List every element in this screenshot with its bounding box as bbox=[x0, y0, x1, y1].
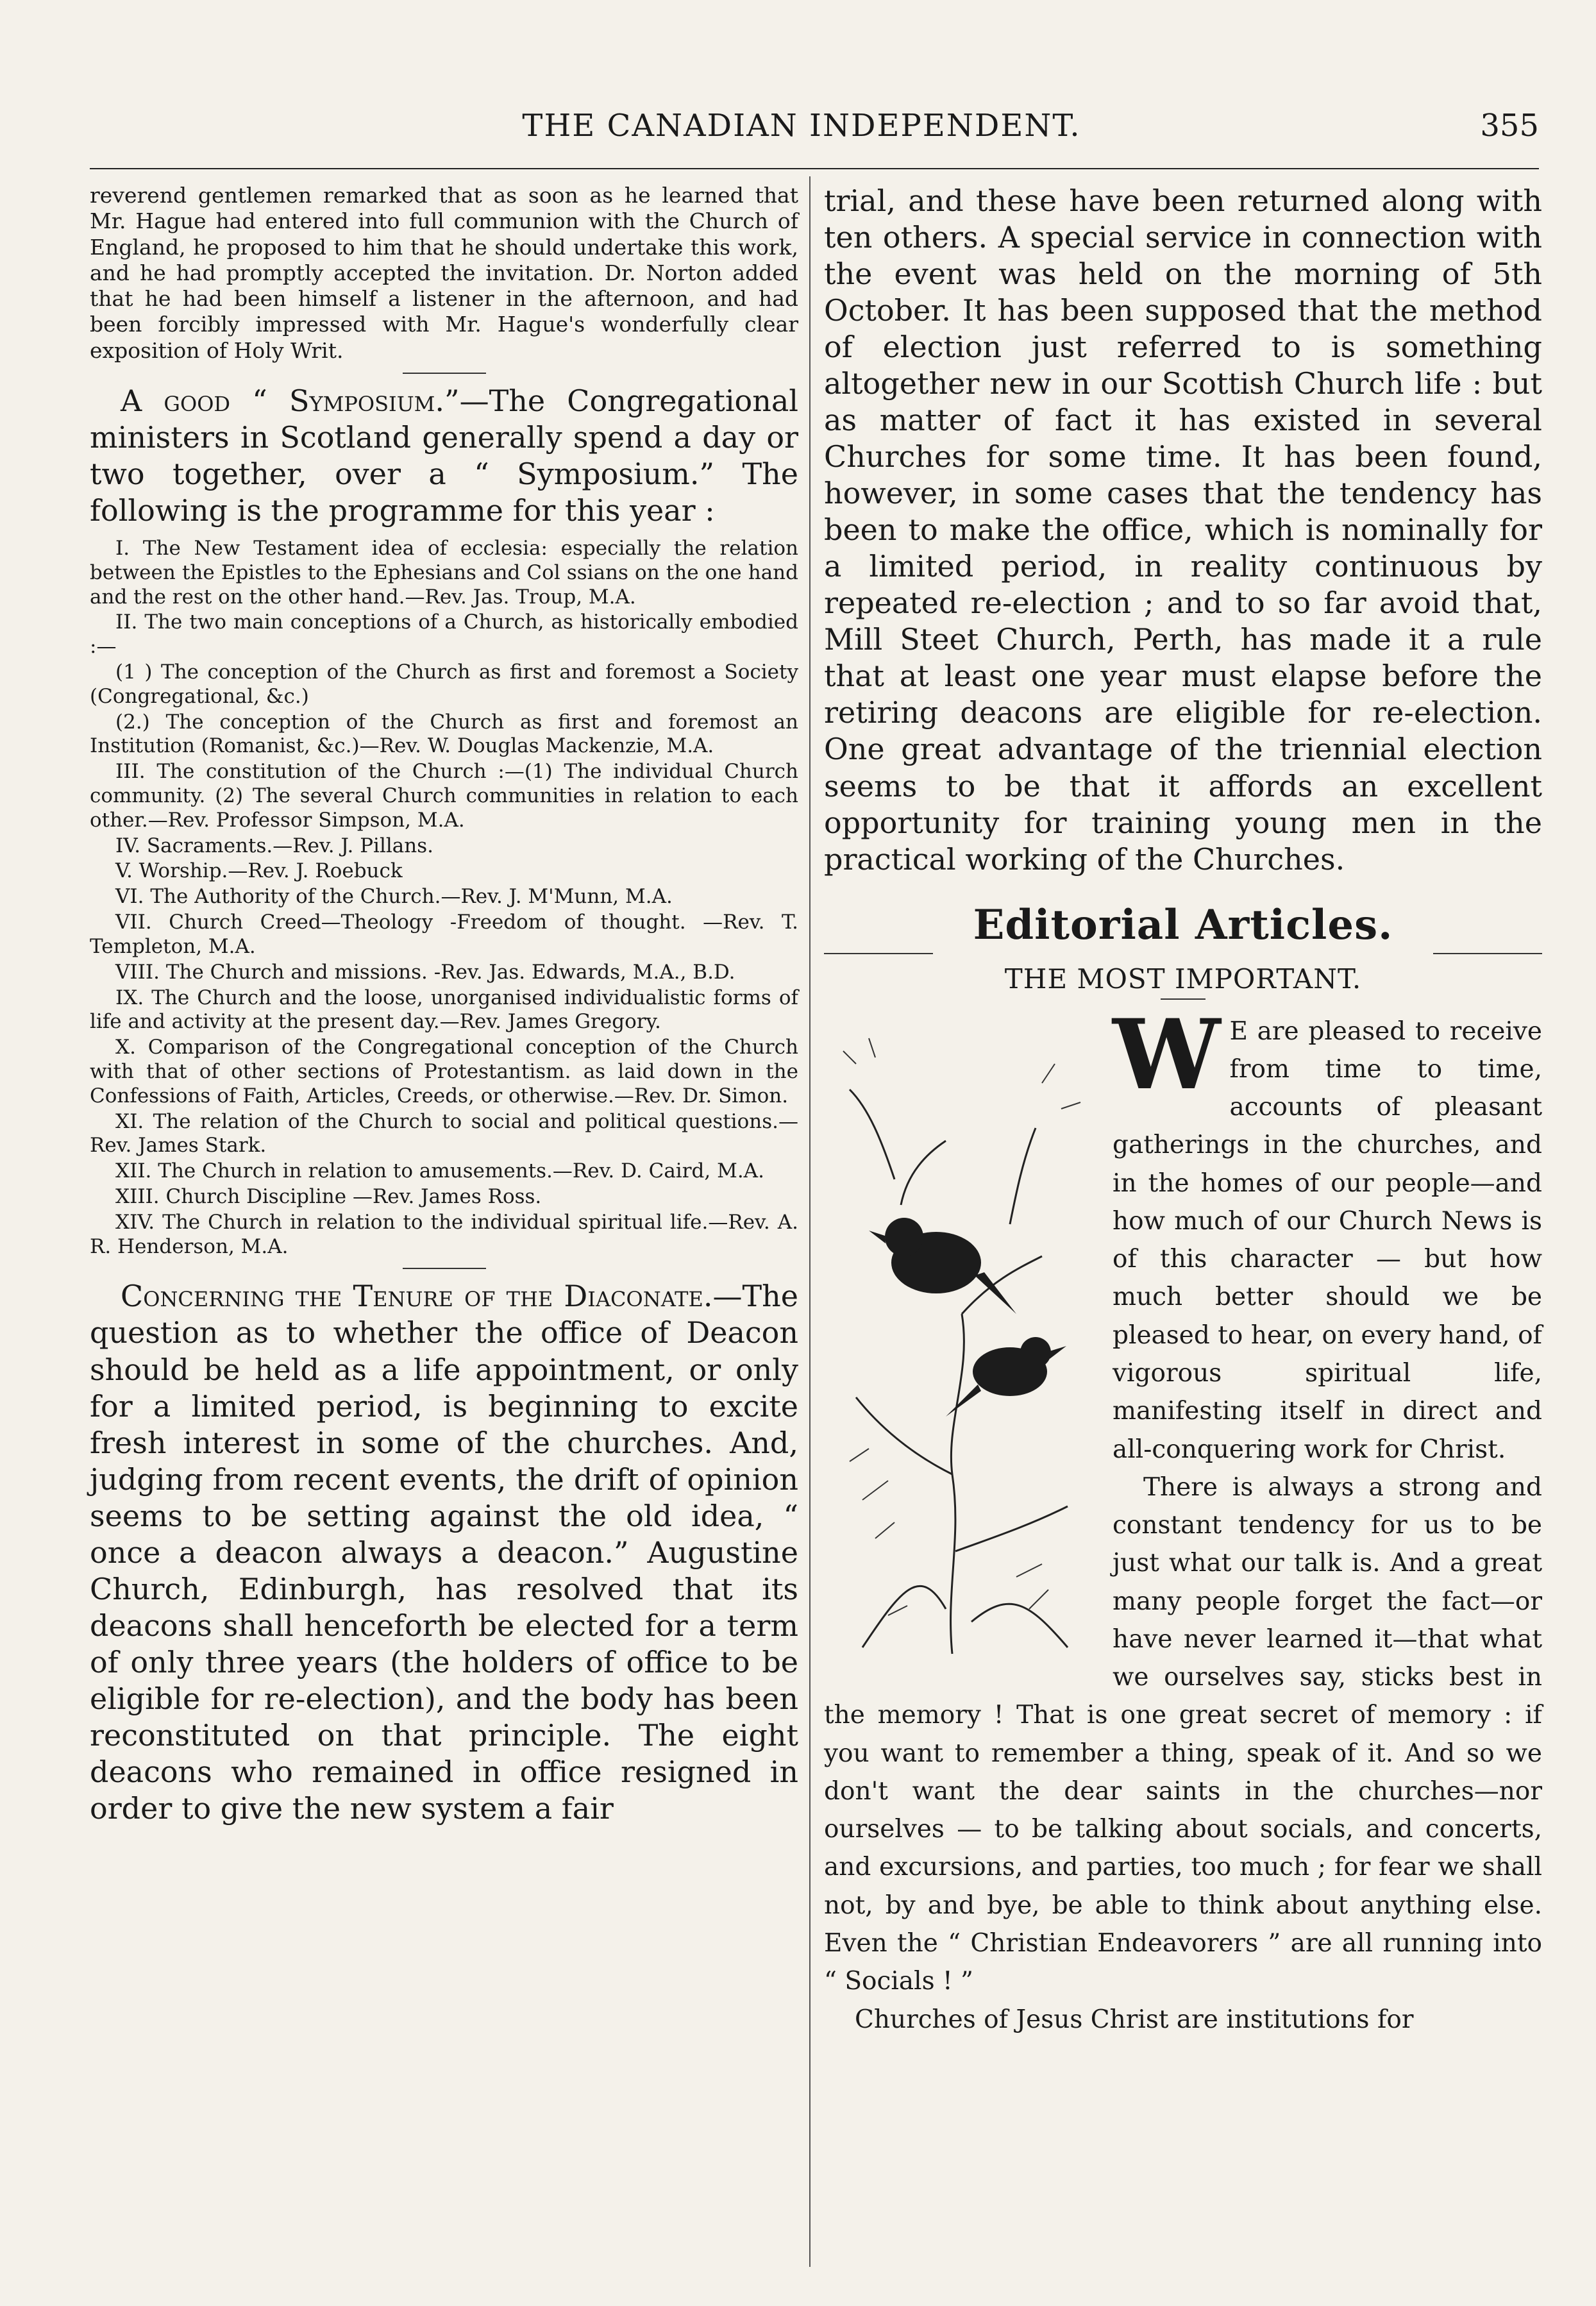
article-title: THE MOST IMPORTANT. bbox=[1004, 963, 1362, 995]
programme-item: X. Comparison of the Congregational conception of the Church with that of other sections of Protestantism. as laid down in the Confessions of Faith, Articles, Creeds, or otherwise.—Rev. Dr. Simon. bbox=[90, 1036, 798, 1107]
diaconate-text: —The question as to whether the office of Deacon should be held as a life appointment, or only for a limited period, is beginning to excite fresh interest in some of the churches. And, judging from recent events, the drift of opinion seems to be setting against the old idea, “ once a deacon always a deacon.” Augustine Church, Edinburgh, has resolved that its deacons shall henceforth be elected for a term of only three years (the holders of office to be eligible for re-election), and the body has been reconstituted on that principle. The eight deacons who remained in office resigned in order to give the new system a fair bbox=[90, 1279, 798, 1826]
programme-item: XI. The relation of the Church to social and political questions.—Rev. James Stark. bbox=[90, 1109, 798, 1157]
column-separator bbox=[809, 176, 811, 2267]
article-body bbox=[824, 998, 1542, 2039]
programme-item: XIV. The Church in relation to the individual spiritual life.—Rev. A. R. Henderson, M.A. bbox=[90, 1210, 798, 1258]
drop-cap: W bbox=[1113, 998, 1221, 1111]
programme-item: VII. Church Creed—Theology -Freedom of thought. —Rev. T. Templeton, M.A. bbox=[90, 911, 798, 958]
programme-item: XII. The Church in relation to amusements.—Rev. D. Caird, M.A. bbox=[115, 1159, 764, 1183]
programme-item: III. The constitution of the Church :—(1) The individual Church community. (2) The several Church communities in relation to each other.—Rev. Professor Simpson, M.A. bbox=[90, 760, 798, 832]
symposium-paragraph bbox=[90, 383, 798, 529]
programme-item: II. The two main conceptions of a Church, as historically embodied :— bbox=[90, 610, 798, 659]
programme-item: I. The New Testament idea of ecclesia: especially the relation between the Epistles to the Ephesians and Col ssians on the one hand and the rest on the other hand.—Rev. Jas. Troup, M.A. bbox=[90, 536, 798, 609]
editorial-rule bbox=[824, 953, 1542, 954]
page-header bbox=[64, 108, 1539, 165]
programme-item: (2.) The conception of the Church as first and foremost an Institution (Romanist, &c.)—Rev. W. Douglas Mackenzie, M.A. bbox=[90, 710, 798, 758]
birds-on-branch-image bbox=[824, 1013, 1100, 1660]
article-paragraph: There is always a strong and constant tendency for us to be just what our talk is. And a great many people forget the fact—or have never learned it—that what we ourselves say, sticks best in the memory ! That is one great secret of memory : if you want to remember a thing, speak of it. And so we don't want the dear saints in the churches—nor ourselves — to be talking about socials, and concerts, and excursions, and parties, too much ; for fear we shall not, by and bye, be able to think about anything else. Even the “ Christian Endeavorers ” are all running into “ Socials ! ” bbox=[824, 1472, 1542, 1996]
symposium-text: —The Congregational ministers in Scotland generally spend a day or two together, over a “ Symposium.” The following is the programme for this year : bbox=[90, 383, 798, 528]
editorial-heading: Editorial Articles. bbox=[973, 900, 1393, 949]
programme-item: IX. The Church and the loose, unorganised individualistic forms of life and activity at the present day.—Rev. James Gregory. bbox=[90, 986, 798, 1034]
bird-illustration bbox=[824, 1013, 1100, 1660]
programme-item: VI. The Authority of the Church.—Rev. J. M'Munn, M.A. bbox=[115, 885, 673, 909]
page-number: 355 bbox=[1480, 108, 1539, 144]
programme-item: (1 ) The conception of the Church as first and foremost a Society (Congregational, &c.) bbox=[90, 660, 798, 708]
article-paragraph-text: E are pleased to receive from time to time, accounts of pleasant gatherings in the churches, and in the homes of our people—and how much of our Church News is of this character — but how much better should we be pleased to hear, on every hand, of vigorous spiritual life, manifesting itself in direct and all-conquering work for Christ. bbox=[1113, 1016, 1542, 1464]
programme-item: V. Worship.—Rev. J. Roebuck bbox=[115, 859, 403, 883]
section-divider bbox=[403, 1268, 486, 1269]
programme-item: XIII. Church Discipline —Rev. James Ross. bbox=[115, 1185, 542, 1208]
section-divider bbox=[403, 373, 486, 374]
left-column bbox=[90, 183, 798, 1827]
journal-title: THE CANADIAN INDEPENDENT. bbox=[522, 108, 1081, 144]
symposium-heading: A good “ Symposium.” bbox=[121, 383, 460, 418]
programme-item: IV. Sacraments.—Rev. J. Pillans. bbox=[115, 834, 433, 857]
right-column bbox=[824, 183, 1542, 2039]
programme-list bbox=[90, 537, 798, 1259]
continuation-paragraph: trial, and these have been returned along with ten others. A special service in connection with the event was held on the morning of 5th October. It has been supposed that the method of election just referred to is something altogether new in our Scottish Church life : but as matter of fact it has existed in several Churches for some time. It has been found, however, in some cases that the tendency has been to make the office, which is nominally for a limited period, in reality continuous by repeated re-election ; and to so far avoid that, Mill Steet Church, Perth, has made it a rule that at least one year must elapse before the retiring deacons are eligible for re-election. One great advantage of the triennial election seems to be that it affords an excellent opportunity for training young men in the practical working of the Churches. bbox=[824, 183, 1542, 877]
intro-paragraph: reverend gentlemen remarked that as soon as he learned that Mr. Hague had entered into full communion with the Church of England, he proposed to him that he should undertake this work, and he had promptly accepted the invitation. Dr. Norton added that he had been himself a listener in the afternoon, and had been forcibly impressed with Mr. Hague's wonderfully clear exposition of Holy Writ. bbox=[90, 183, 798, 363]
programme-item: VIII. The Church and missions. -Rev. Jas. Edwards, M.A., B.D. bbox=[115, 960, 735, 984]
diaconate-paragraph bbox=[90, 1278, 798, 1826]
diaconate-heading: Concerning the Tenure of the Diaconate. bbox=[121, 1279, 713, 1314]
header-rule bbox=[90, 168, 1539, 169]
article-paragraph: Churches of Jesus Christ are institutions for bbox=[855, 2005, 1414, 2034]
